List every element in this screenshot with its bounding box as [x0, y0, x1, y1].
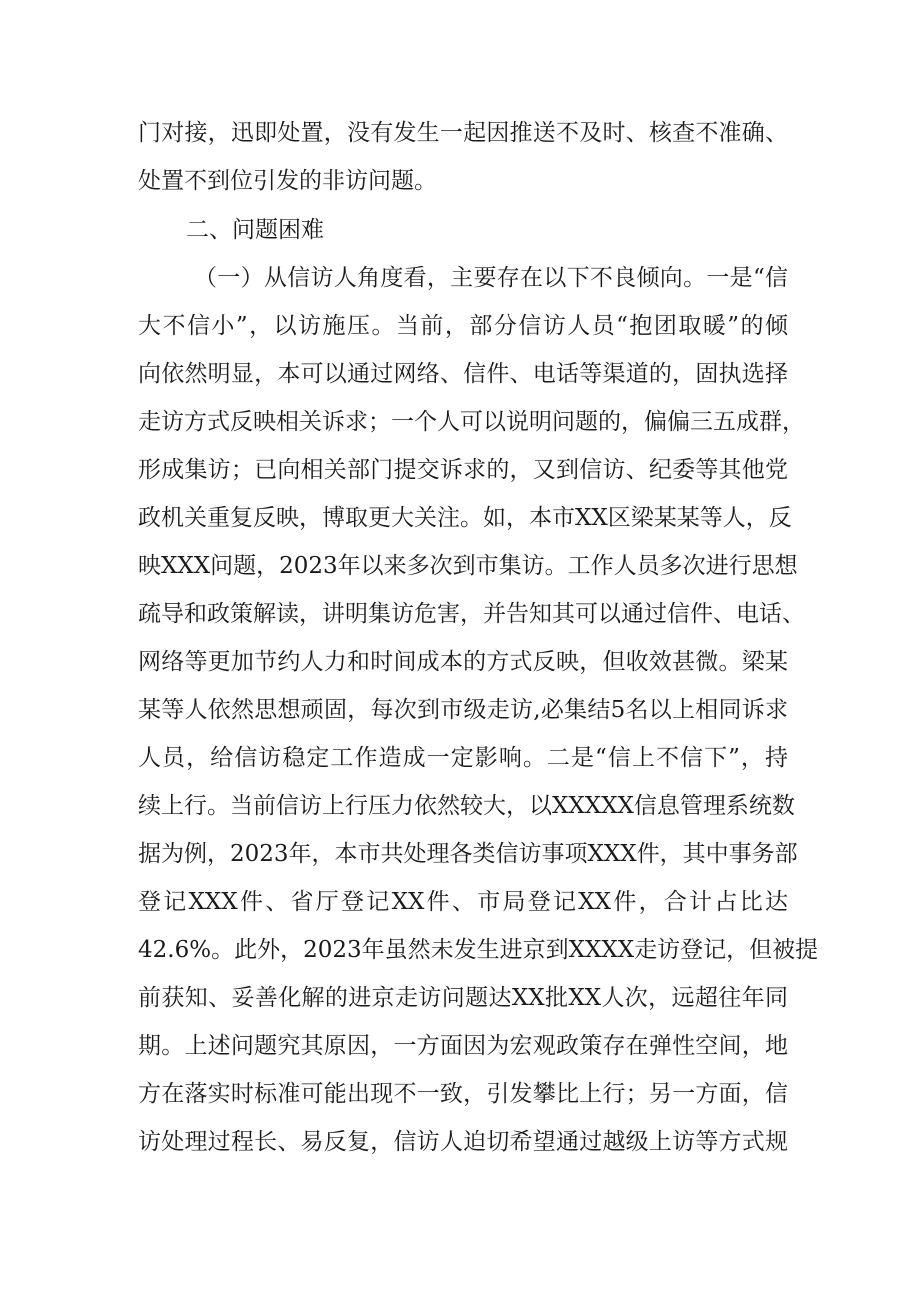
body-text-line: （一）从信访人角度看，主要存在以下不良倾向。一是“信: [194, 265, 788, 291]
body-text-line: 人员，给信访稳定工作造成一定影响。二是“信上不信下”，持: [138, 745, 788, 771]
body-text-line: 门对接，迅即处置，没有发生一起因推送不及时、核查不准确、: [138, 120, 788, 146]
body-text-line: 网络等更加节约人力和时间成本的方式反映，但收效甚微。梁某: [138, 649, 788, 675]
body-text-line: 大不信小”，以访施压。当前，部分信访人员“抱团取暖”的倾: [138, 313, 788, 339]
body-text-line: 42.6%。此外，2023年虽然未发生进京到XXXX走访登记，但被提: [138, 937, 819, 963]
body-text-line: 某等人依然思想顽固，每次到市级走访,必集结5名以上相同诉求: [138, 697, 788, 723]
body-text-line: 形成集访；已向相关部门提交诉求的，又到信访、纪委等其他党: [138, 457, 788, 483]
section-heading: 二、问题困难: [186, 217, 324, 243]
body-text-line: 续上行。当前信访上行压力依然较大，以XXXXX信息管理系统数: [138, 793, 795, 819]
body-text-line: 向依然明显，本可以通过网络、信件、电话等渠道的，固执选择: [138, 361, 788, 387]
body-text-line: 处置不到位引发的非访问题。: [138, 168, 437, 194]
body-text-line: 访处理过程长、易反复，信访人迫切希望通过越级上访等方式规: [138, 1129, 788, 1155]
body-text-line: 据为例，2023年，本市共处理各类信访事项XXX件，其中事务部: [138, 841, 798, 867]
body-text-line: 前获知、妥善化解的进京走访问题达XX批XX人次，远超往年同: [138, 985, 788, 1011]
body-text-line: 疏导和政策解读，讲明集访危害，并告知其可以通过信件、电话、: [138, 601, 805, 627]
body-text-line: 映XXX问题，2023年以来多次到市集访。工作人员多次进行思想: [138, 553, 798, 579]
body-text-line: 方在落实时标准可能出现不一致，引发攀比上行；另一方面，信: [138, 1081, 788, 1107]
body-text-line: 政机关重复反映，博取更大关注。如，本市XX区梁某某等人，反: [138, 505, 792, 531]
body-text-line: 登记XXX件、省厅登记XX件、市局登记XX件，合计占比达: [138, 889, 788, 915]
body-text-line: 走访方式反映相关诉求；一个人可以说明问题的，偏偏三五成群，: [138, 409, 805, 435]
body-text-line: 期。上述问题究其原因，一方面因为宏观政策存在弹性空间，地: [138, 1033, 788, 1059]
